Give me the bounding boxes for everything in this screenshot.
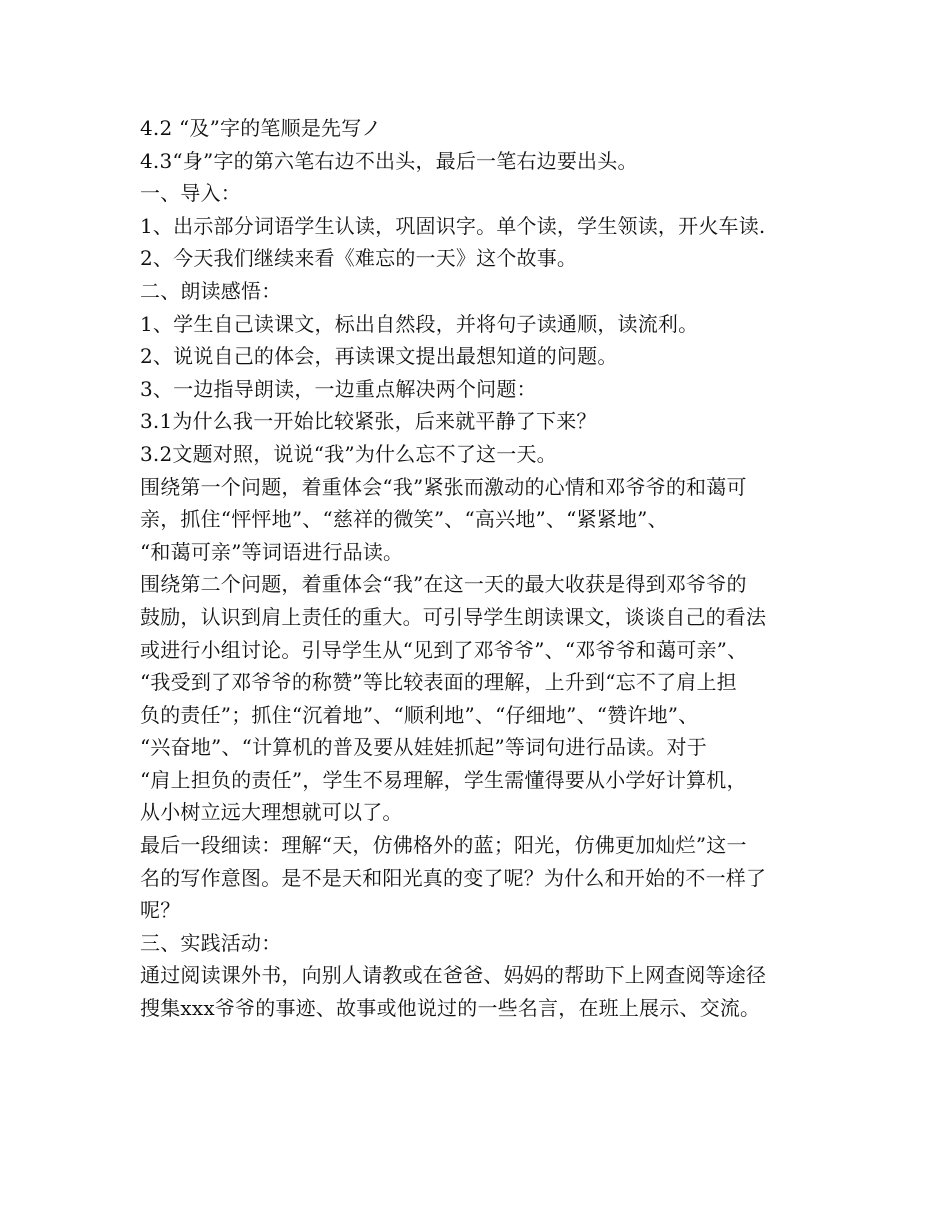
text-line: “和蔼可亲”等词语进行品读。 [140, 539, 404, 564]
text-line: 3.2文题对照，说说“我”为什么忘不了这一天。 [140, 441, 557, 466]
text-line: 1、出示部分词语学生认读，巩固识字。单个读，学生领读，开火车读. [140, 213, 766, 238]
text-line: 3.1为什么我一开始比较紧张，后来就平静了下来？ [140, 409, 597, 434]
text-line: “肩上担负的责任”，学生不易理解，学生需懂得要从小学好计算机， [140, 767, 747, 792]
text-line: 搜集xxx爷爷的事迹、故事或他说过的一些名言，在班上展示、交流。 [140, 996, 761, 1021]
text-line: 4.2 “及”字的笔顺是先写ノ [140, 116, 382, 140]
text-line: 2、今天我们继续来看《难忘的一天》这个故事。 [140, 246, 578, 271]
section-heading: 三、实践活动： [140, 930, 282, 955]
text-line: 3、一边指导朗读，一边重点解决两个问题： [140, 376, 537, 401]
text-line: 围绕第一个问题，着重体会“我”紧张而激动的心情和邓爷爷的和蔼可 [140, 474, 747, 499]
text-line: 最后一段细读：理解“天，仿佛格外的蓝；阳光，仿佛更加灿烂”这一 [140, 833, 747, 858]
document-body [140, 112, 830, 1025]
text-line: 通过阅读课外书，向别人请教或在爸爸、妈妈的帮助下上网查阅等途径 [140, 963, 767, 988]
text-line: 亲，抓住“怦怦地”、“慈祥的微笑”、“高兴地”、“紧紧地”、 [140, 507, 668, 532]
text-line: 负的责任”；抓住“沉着地”、“顺利地”、“仔细地”、“赞许地”、 [140, 702, 699, 727]
text-line: 4.3“身”字的第六笔右边不出头，最后一笔右边要出头。 [140, 148, 638, 173]
text-line: 鼓励，认识到肩上责任的重大。可引导学生朗读课文，谈谈自己的看法 [140, 604, 767, 629]
text-line: 围绕第二个问题，着重体会“我”在这一天的最大收获是得到邓爷爷的 [140, 572, 747, 597]
text-line: 名的写作意图。是不是天和阳光真的变了呢？为什么和开始的不一样了 [140, 865, 767, 890]
section-heading: 二、朗读感悟： [140, 278, 282, 303]
text-line: 从小树立远大理想就可以了。 [140, 800, 403, 825]
text-line: “我受到了邓爷爷的称赞”等比较表面的理解，上升到“忘不了肩上担 [140, 670, 737, 695]
text-line: 或进行小组讨论。引导学生从“见到了邓爷爷”、“邓爷爷和蔼可亲”、 [140, 637, 748, 662]
section-heading: 一、导入： [140, 181, 241, 206]
text-line: 2、说说自己的体会，再读课文提出最想知道的问题。 [140, 344, 618, 369]
text-line: 呢？ [140, 898, 181, 923]
text-line: 1、学生自己读课文，标出自然段，并将句子读通顺，读流利。 [140, 311, 699, 336]
text-line: “兴奋地”、“计算机的普及要从娃娃抓起”等词句进行品读。对于 [140, 735, 707, 760]
